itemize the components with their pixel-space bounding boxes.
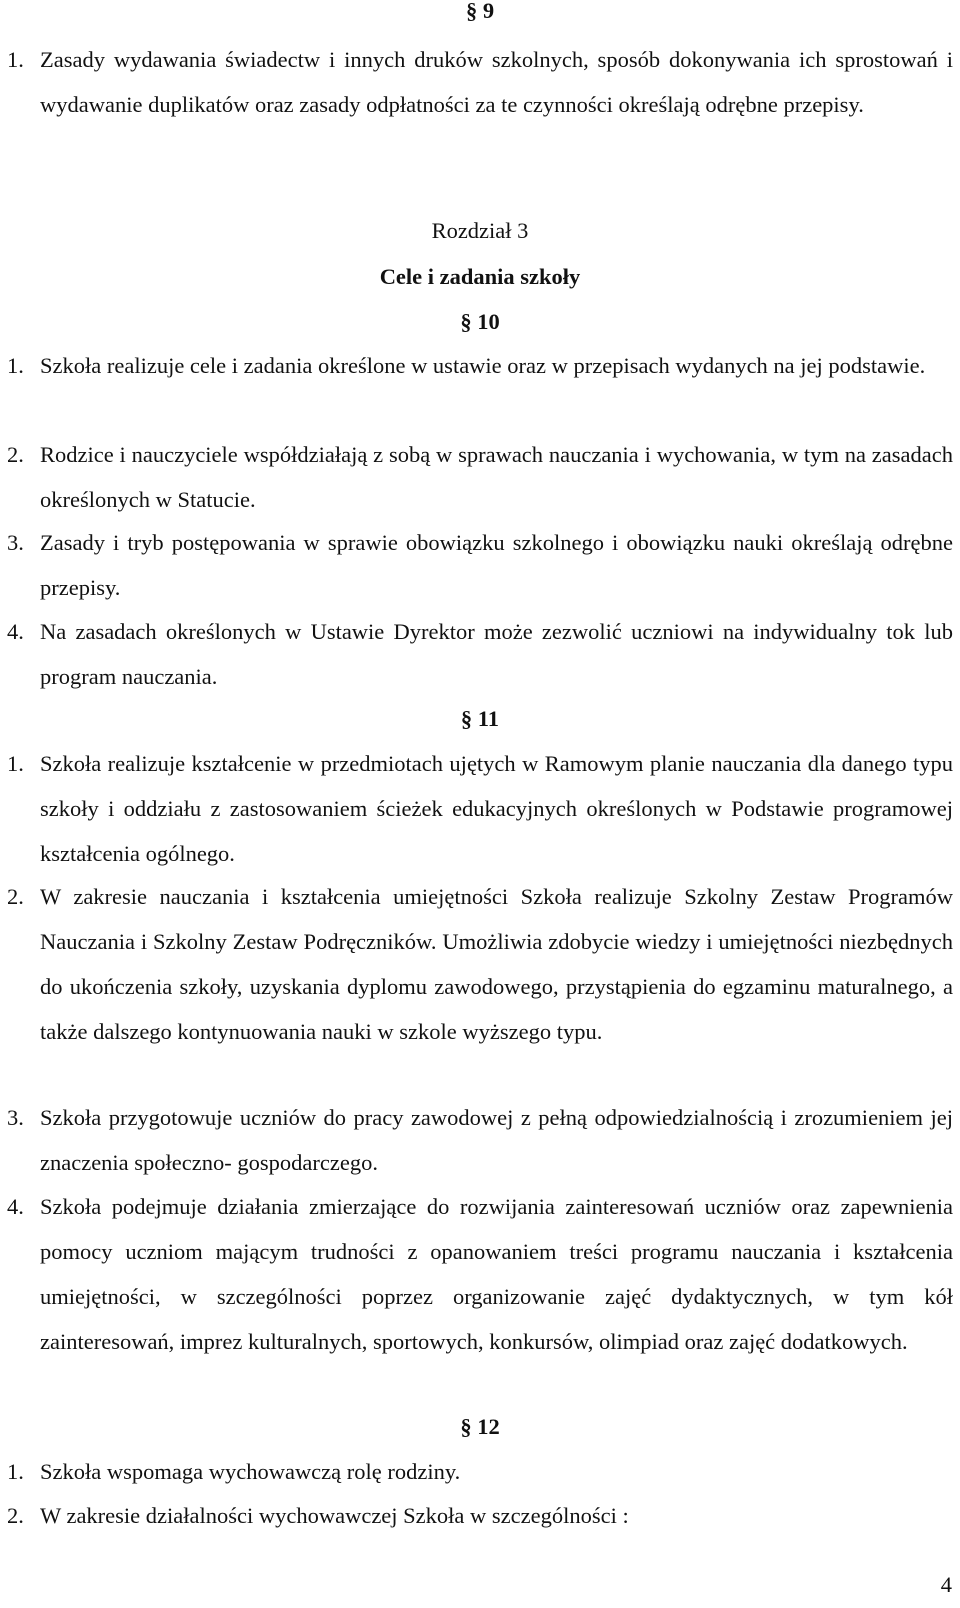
item-text: W zakresie nauczania i kształcenia umiejętności Szkoła realizuje Szkolny Zestaw Programów Nauczania i Szkolny Zestaw Podręczników. Umożliwia zdobycie wiedzy i umiejętności niezbędnych do ukończenia szkoły, uzyskania dyplomu zawodowego, przystąpienia do egzaminu maturalnego, a także dalszego kontynuowania nauki w szkole wyższego typu.	[40, 884, 953, 1044]
section-12-heading: § 12	[460, 1414, 500, 1439]
item-text: Rodzice i nauczyciele współdziałają z sobą w sprawach nauczania i wychowania, w tym na zasadach określonych w Statucie.	[40, 442, 953, 512]
item-number: 3.	[7, 530, 24, 555]
item-text: Zasady wydawania świadectw i innych druków szkolnych, sposób dokonywania ich sprostowań i wydawanie duplikatów oraz zasady odpłatności za te czynności określają odrębne przepisy.	[40, 47, 953, 117]
item-number: 2.	[7, 884, 24, 909]
item-number: 1.	[7, 47, 24, 72]
section-9-heading: § 9	[465, 0, 495, 23]
item-text: W zakresie działalności wychowawczej Szkoła w szczególności :	[40, 1503, 629, 1528]
item-number: 1.	[7, 1459, 24, 1484]
section-11-heading: § 11	[460, 706, 500, 731]
item-text: Szkoła wspomaga wychowawczą rolę rodziny.	[40, 1459, 461, 1484]
item-text: Szkoła realizuje kształcenie w przedmiotach ujętych w Ramowym planie nauczania dla danego typu szkoły i oddziału z zastosowaniem ścieżek edukacyjnych określonych w Podstawie programowej kształcenia ogólnego.	[40, 751, 953, 866]
page-number: 4	[940, 1572, 952, 1597]
item-number: 1.	[7, 751, 24, 776]
item-text: Zasady i tryb postępowania w sprawie obowiązku szkolnego i obowiązku nauki określają odrębne przepisy.	[40, 530, 953, 600]
item-text: Szkoła podejmuje działania zmierzające do rozwijania zainteresowań uczniów oraz zapewnienia pomocy uczniom mającym trudności z opanowaniem treści programu nauczania i kształcenia umiejętności, w szczególności poprzez organizowanie zajęć dydaktycznych, w tym kół zainteresowań, imprez kulturalnych, sportowych, konkursów, olimpiad oraz zajęć dodatkowych.	[40, 1194, 953, 1354]
item-text: Szkoła przygotowuje uczniów do pracy zawodowej z pełną odpowiedzialnością i zrozumieniem jej znaczenia społeczno- gospodarczego.	[40, 1105, 953, 1175]
item-number: 2.	[7, 1503, 24, 1528]
chapter-heading: Rozdział 3	[431, 218, 529, 243]
item-number: 4.	[7, 619, 24, 644]
item-number: 3.	[7, 1105, 24, 1130]
item-number: 4.	[7, 1194, 24, 1219]
section-10-heading: § 10	[460, 309, 500, 334]
item-number: 2.	[7, 442, 24, 467]
item-text: Szkoła realizuje cele i zadania określone w ustawie oraz w przepisach wydanych na jej podstawie.	[40, 353, 926, 378]
item-text: Na zasadach określonych w Ustawie Dyrektor może zezwolić uczniowi na indywidualny tok lub program nauczania.	[40, 619, 953, 689]
item-number: 1.	[7, 353, 24, 378]
chapter-title: Cele i zadania szkoły	[379, 264, 581, 289]
